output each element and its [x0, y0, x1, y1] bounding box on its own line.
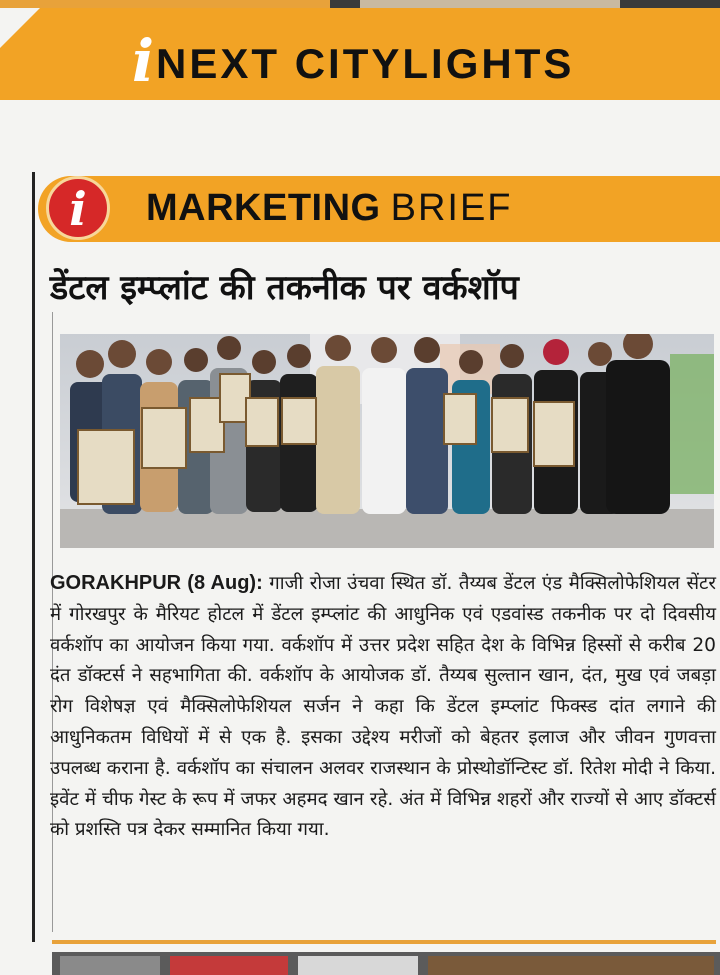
bottom-strip-segment	[170, 956, 288, 975]
banner-title	[132, 27, 575, 95]
banner-corner-cut	[0, 8, 40, 48]
top-strip-segment	[0, 0, 330, 8]
group-photo	[60, 334, 714, 548]
bottom-strip-segment	[298, 956, 418, 975]
section-divider	[52, 940, 716, 944]
banner-title-text: NEXT CITYLIGHTS	[156, 40, 575, 87]
logo-letter: i	[69, 182, 87, 236]
citylights-banner	[0, 8, 720, 100]
group-photo-illustration	[60, 334, 714, 548]
section-label-bold: MARKETING	[146, 187, 381, 229]
left-column-rule	[32, 172, 35, 942]
info-logo-icon	[46, 176, 110, 240]
bottom-strip-segment	[428, 956, 714, 975]
article-headline: डेंटल इम्प्लांट की तकनीक पर वर्कशॉप	[50, 268, 519, 308]
bottom-strip-segment	[60, 956, 160, 975]
article-text: गाजी रोजा उंचवा स्थित डॉ. तैय्यब डेंटल एंड मैक्सिलोफेशियल सेंटर में गोरखपुर के मैरियट होटल में डेंटल इम्प्लांट की आधुनिक एवं एडवांस्ड तकनीक पर दो दिवसीय वर्कशॉप का आयोजन किया गया. वर्कशॉप में उत्तर प्रदेश सहित देश के विभिन्न हिस्सों से करीब 20 दंत डॉक्टर्स ने सहभागिता की. वर्कशॉप के आयोजक डॉ. तैय्यब सुल्तान खान, दंत, मुख एवं जबड़ा रोग विशेषज्ञ एवं मैक्सिलोफेशियल सर्जन ने कहा कि डेंटल इम्प्लांट फिक्स्ड दांत लगाने की आधुनिकतम विधियों में से एक है. इसका उद्देश्य मरीजों को बेहतर इलाज और जीवन गुणवत्ता उपलब्ध कराना है. वर्कशॉप का संचालन अलवर राजस्थान के प्रोस्थोडॉन्टिस्ट डॉ. रितेश मोदी ने किया. इवेंट में चीफ गेस्ट के रूप में जफर अहमद खान रहे. अंत में विभिन्न शहरों और राज्यों से आए डॉक्टर्स को प्रशस्ति पत्र देकर सम्मानित किया गया.	[50, 573, 716, 841]
article-body	[50, 568, 716, 846]
section-label	[146, 186, 513, 230]
top-strip-segment	[360, 0, 620, 8]
top-photo-strip	[0, 0, 720, 8]
article-dateline: GORAKHPUR (8 Aug):	[50, 572, 263, 594]
section-label-light: BRIEF	[390, 187, 513, 229]
bottom-photo-strip	[52, 952, 720, 975]
banner-i-letter: i	[132, 27, 155, 95]
